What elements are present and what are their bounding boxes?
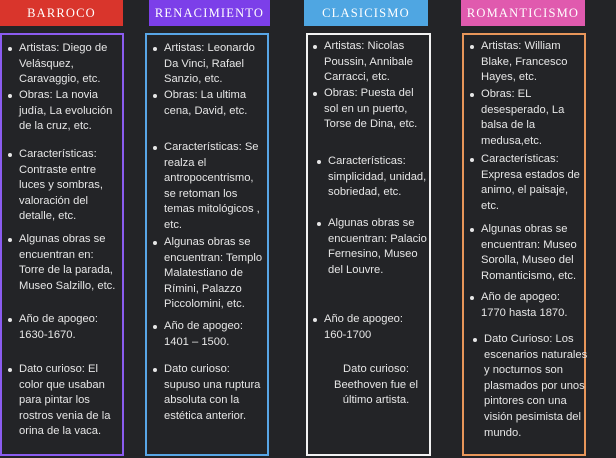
list-item-artistas: Artistas: Leonardo Da Vinci, Rafael Sanzio, etc. <box>164 41 268 88</box>
content-box-barroco <box>0 33 124 456</box>
header-title: BARROCO <box>27 5 96 20</box>
header-renacimiento <box>149 0 270 26</box>
list-item-caracteristicas: Características: Se realza el antropocentrismo, se retoman los temas mitológicos , etc. <box>164 140 268 234</box>
list-item-apogeo: Año de apogeo: 1401 – 1500. <box>164 319 268 350</box>
list-item-artistas: Artistas: Nicolas Poussin, Annibale Carracci, etc. <box>324 39 428 86</box>
list-item-dato-curioso: Dato curioso: supuso una ruptura absoluta con la estética anterior. <box>164 362 268 424</box>
list-item-apogeo: Año de apogeo: 1770 hasta 1870. <box>481 290 584 321</box>
list-item-ubicacion: Algunas obras se encuentran: Palacio Fernesino, Museo del Louvre. <box>328 216 428 278</box>
header-barroco <box>0 0 123 26</box>
list-item-dato-curioso: Dato curioso: El color que usaban para pintar los rostros venia de la orina de la vaca. <box>19 362 121 440</box>
list-item-ubicacion: Algunas obras se encuentran en: Torre de la parada, Museo Salzillo, etc. <box>19 232 121 294</box>
list-item-obras: Obras: Puesta del sol en un puerto, Torse de Dina, etc. <box>324 86 428 133</box>
list-item-caracteristicas: Características: Expresa estados de animo, el paisaje, etc. <box>481 152 584 214</box>
list-item-dato-curioso: Dato Curioso: Los escenarios naturales y nocturnos son plasmados por unos pintores con una visión pesimista del mundo. <box>484 332 588 441</box>
list-item-obras: Obras: La ultima cena, David, etc. <box>164 88 268 119</box>
list-item-dato-curioso: Dato curioso: Beethoven fue el último artista. <box>334 363 418 407</box>
list-item-ubicacion: Algunas obras se encuentran: Templo Malatestiano de Rímini, Palazzo Piccolomini, etc. <box>164 235 268 313</box>
header-title: RENACIMIENTO <box>154 5 265 20</box>
list-item-artistas: Artistas: William Blake, Francesco Hayes, etc. <box>481 39 584 86</box>
list-item-obras: Obras: La novia judía, La evolución de la cruz, etc. <box>19 88 121 135</box>
content-box-renacimiento <box>145 33 269 456</box>
list-item-apogeo: Año de apogeo: 1630-1670. <box>19 312 121 343</box>
header-romanticismo <box>461 0 585 26</box>
list-item-artistas: Artistas: Diego de Velásquez, Caravaggio, etc. <box>19 41 121 88</box>
list-item-apogeo: Año de apogeo: 160-1700 <box>324 312 428 343</box>
list-item-ubicacion: Algunas obras se encuentran: Museo Sorolla, Museo del Romanticismo, etc. <box>481 222 584 284</box>
header-clasicismo <box>304 0 428 26</box>
header-title: CLASICISMO <box>322 5 410 20</box>
content-box-romanticismo <box>462 33 586 456</box>
content-box-clasicismo <box>306 33 431 456</box>
list-item-obras: Obras: EL desesperado, La balsa de la medusa,etc. <box>481 87 584 149</box>
header-title: ROMANTICISMO <box>466 5 580 20</box>
list-item-caracteristicas: Características: simplicidad, unidad, sobriedad, etc. <box>328 154 428 201</box>
list-item-caracteristicas: Características: Contraste entre luces y sombras, valoración del detalle, etc. <box>19 147 121 225</box>
